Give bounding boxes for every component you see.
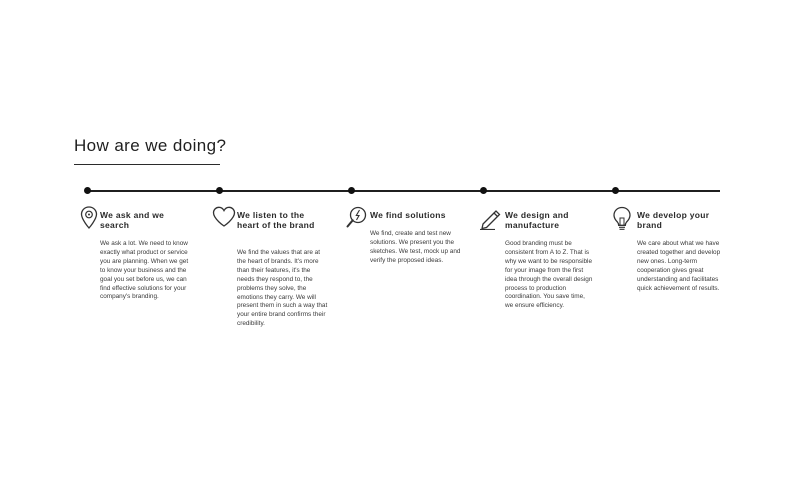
timeline-dot-3: [348, 187, 355, 194]
magnifier-bolt-icon: [346, 206, 370, 232]
section-heading: How are we doing?: [74, 136, 227, 155]
step-description: We find the values that are at the heart of brands. It's more than their features, it's the needs they respond to, the problems they solve, the emotions they carry. We will present them in such a way that your entire brand confirms their credibility.: [237, 249, 328, 328]
step-description: We ask a lot. We need to know exactly what product or service you are planning. When we get to know your business and the goal you set before us, we can find effective solutions for your company's branding.: [100, 240, 189, 301]
pencil-icon: [479, 206, 503, 232]
timeline-dot-1: [84, 187, 91, 194]
timeline-dot-4: [480, 187, 487, 194]
timeline-dot-5: [612, 187, 619, 194]
heart-icon: [212, 206, 236, 232]
step-description: Good branding must be consistent from A to Z. That is why we want to be responsible for your image from the first idea through the overall design process to production coordination. You save time, we ensure efficiency.: [505, 240, 593, 310]
step-title: We ask and we search: [100, 210, 165, 230]
lightbulb-icon: [612, 206, 636, 232]
step-title: We listen to the heart of the brand: [237, 210, 315, 230]
step-description: We care about what we have created together and develop new ones. Long-term cooperation gives great understanding and facilitates quick achievement of results.: [637, 240, 721, 292]
timeline-dot-2: [216, 187, 223, 194]
step-title: We develop your brand: [637, 210, 710, 230]
timeline-line: [86, 190, 720, 192]
step-title: We find solutions: [370, 210, 446, 220]
step-description: We find, create and test new solutions. We present you the sketches. We test, mock up and verify the proposed ideas.: [370, 230, 461, 264]
heading-underline: [74, 164, 220, 165]
step-title: We design and manufacture: [505, 210, 569, 230]
